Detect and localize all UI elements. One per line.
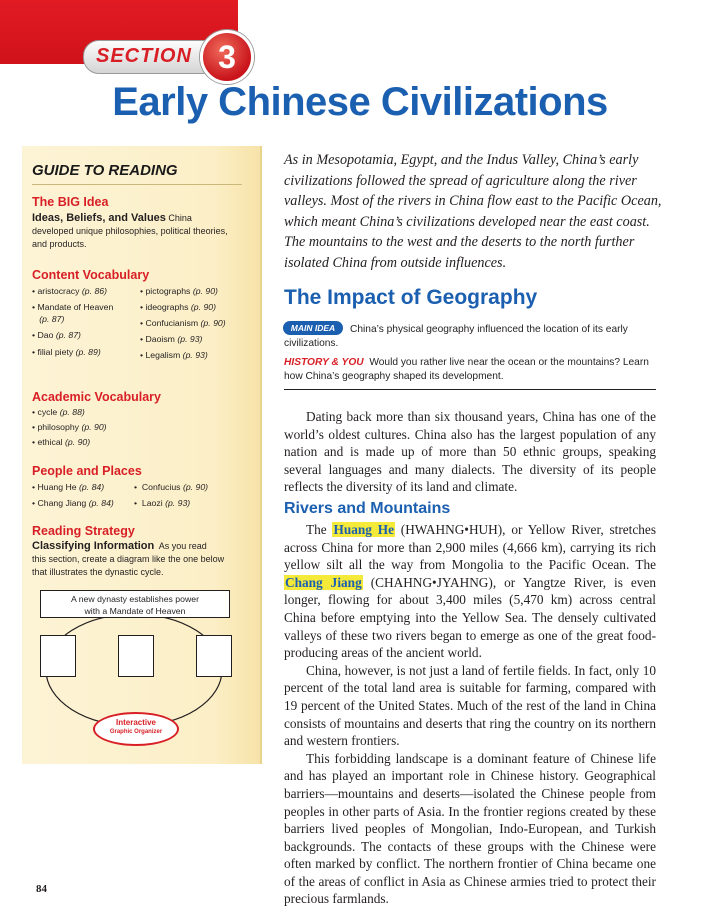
diagram-top-box: A new dynasty establishes power with a Mandate of Heaven [40, 590, 230, 618]
diagram-box-left[interactable] [40, 635, 76, 677]
rivers-heading: Rivers and Mountains [284, 500, 451, 517]
body-rivers [284, 521, 656, 908]
guide-divider [32, 184, 242, 185]
big-idea-heading: The BIG Idea [32, 195, 109, 209]
main-idea-text: China’s physical geography influenced the location of its early civilizations. [284, 324, 628, 349]
academic-vocab-heading: Academic Vocabulary [32, 390, 161, 404]
section-label: SECTION [96, 45, 192, 67]
vocab-item: • ideographs (p. 90) [140, 302, 216, 312]
page-number: 84 [36, 883, 47, 895]
term-chang-jiang[interactable]: Chang Jiang [285, 574, 362, 590]
section-rule [284, 389, 656, 390]
vocab-item: • philosophy (p. 90) [32, 422, 107, 432]
people-places-heading: People and Places [32, 464, 142, 478]
body-paragraph-3: China, however, is not just a land of fertile fields. In fact, only 10 percent of the total land area is suitable for farming, compared with 19 percent of the United States. Much of the rest of the land in China consists of mountains and deserts that ring the country on its northern and western frontiers. [284, 662, 656, 749]
vocab-item: • Confucianism (p. 90) [140, 318, 226, 328]
vocab-item: • filial piety (p. 89) [32, 347, 101, 357]
content-vocab-heading: Content Vocabulary [32, 268, 150, 282]
history-and-you: HISTORY & YOU Would you rather live near the ocean or the mountains? Learn how China’s geography shaped its development. [284, 357, 649, 382]
vocab-item: • Daoism (p. 93) [140, 334, 203, 344]
section-number-badge: 3 [200, 30, 254, 84]
diagram-box-right[interactable] [196, 635, 232, 677]
vocab-item: • Mandate of Heaven (p. 87) [32, 302, 114, 324]
diagram-box-middle[interactable] [118, 635, 154, 677]
reading-strategy-text: Classifying Information As you read this section, create a diagram like the one below that illustrates the dynastic cycle. [32, 540, 225, 577]
body-paragraph-4: This forbidding landscape is a dominant feature of Chinese life and has played an important role in Chinese history. Geographical barriers—mountains and deserts—isolated the Chinese people from peoples in other parts of Asia. In the frontier regions created by these barriers lived peoples of Mongolian, Indo-European, and Turkish backgrounds. The contacts of these groups with the Chinese were often marked by conflict. The northern frontier of China became one of the areas of conflict in Asia as Chinese armies tried to protect their precious farmlands. [284, 750, 656, 907]
vocab-item: • ethical (p. 90) [32, 437, 91, 447]
vocab-item: • Laozi (p. 93) [134, 498, 191, 508]
vocab-item: • Chang Jiang (p. 84) [32, 498, 114, 508]
big-idea-text: Ideas, Beliefs, and Values China developed unique philosophies, political theories, and products. [32, 212, 228, 249]
vocab-item: • aristocracy (p. 86) [32, 286, 107, 296]
vocab-item: • Dao (p. 87) [32, 330, 81, 340]
vocab-item: • Huang He (p. 84) [32, 482, 105, 492]
main-idea-badge: MAIN IDEA [283, 321, 343, 335]
guide-title: GUIDE TO READING [32, 162, 178, 179]
vocab-item: • pictographs (p. 90) [140, 286, 218, 296]
vocab-item: • Legalism (p. 93) [140, 350, 208, 360]
vocab-item: • Confucius (p. 90) [134, 482, 209, 492]
interactive-graphic-organizer-badge[interactable]: Interactive Graphic Organizer [93, 712, 179, 746]
impact-heading: The Impact of Geography [284, 286, 538, 309]
term-huang-he[interactable]: Huang He [333, 522, 394, 537]
vocab-item: • cycle (p. 88) [32, 407, 85, 417]
body-paragraph-1: Dating back more than six thousand years, China has one of the world’s oldest cultures. China also has the largest population of any nation and is made up of more than 50 ethnic groups, speaking several languages and many dialects. The diversity of its people reflects the diversity of its land and climate. [284, 409, 656, 495]
reading-strategy-heading: Reading Strategy [32, 524, 135, 538]
page-title: Early Chinese Civilizations [112, 80, 608, 124]
history-and-you-label: HISTORY & YOU [284, 357, 364, 368]
intro-paragraph: As in Mesopotamia, Egypt, and the Indus Valley, China’s early civilizations followed the spread of agriculture along the river valleys. Most of the rivers in China flow east to the Pacific Ocean, which meant China’s civilizations developed near the east coast. The mountains to the west and the deserts to the north further isolated China from outside influences. [284, 152, 662, 271]
body-paragraph-2: The Huang He (HWAHNG•HUH), or Yellow River, stretches across China for more than 2,900 miles (4,666 km), carrying its rich yellow silt all the way from Mongolia to the Pacific Ocean. The Chang Jiang (CHAHNG•JYAHNG), or Yangtze River, is even longer, flowing for about 3,400 miles (5,470 km) across central China before emptying into the Yellow Sea. The densely cultivated valleys of these two rivers began to emerge as one of the great food-producing areas of the ancient world. [284, 522, 656, 661]
